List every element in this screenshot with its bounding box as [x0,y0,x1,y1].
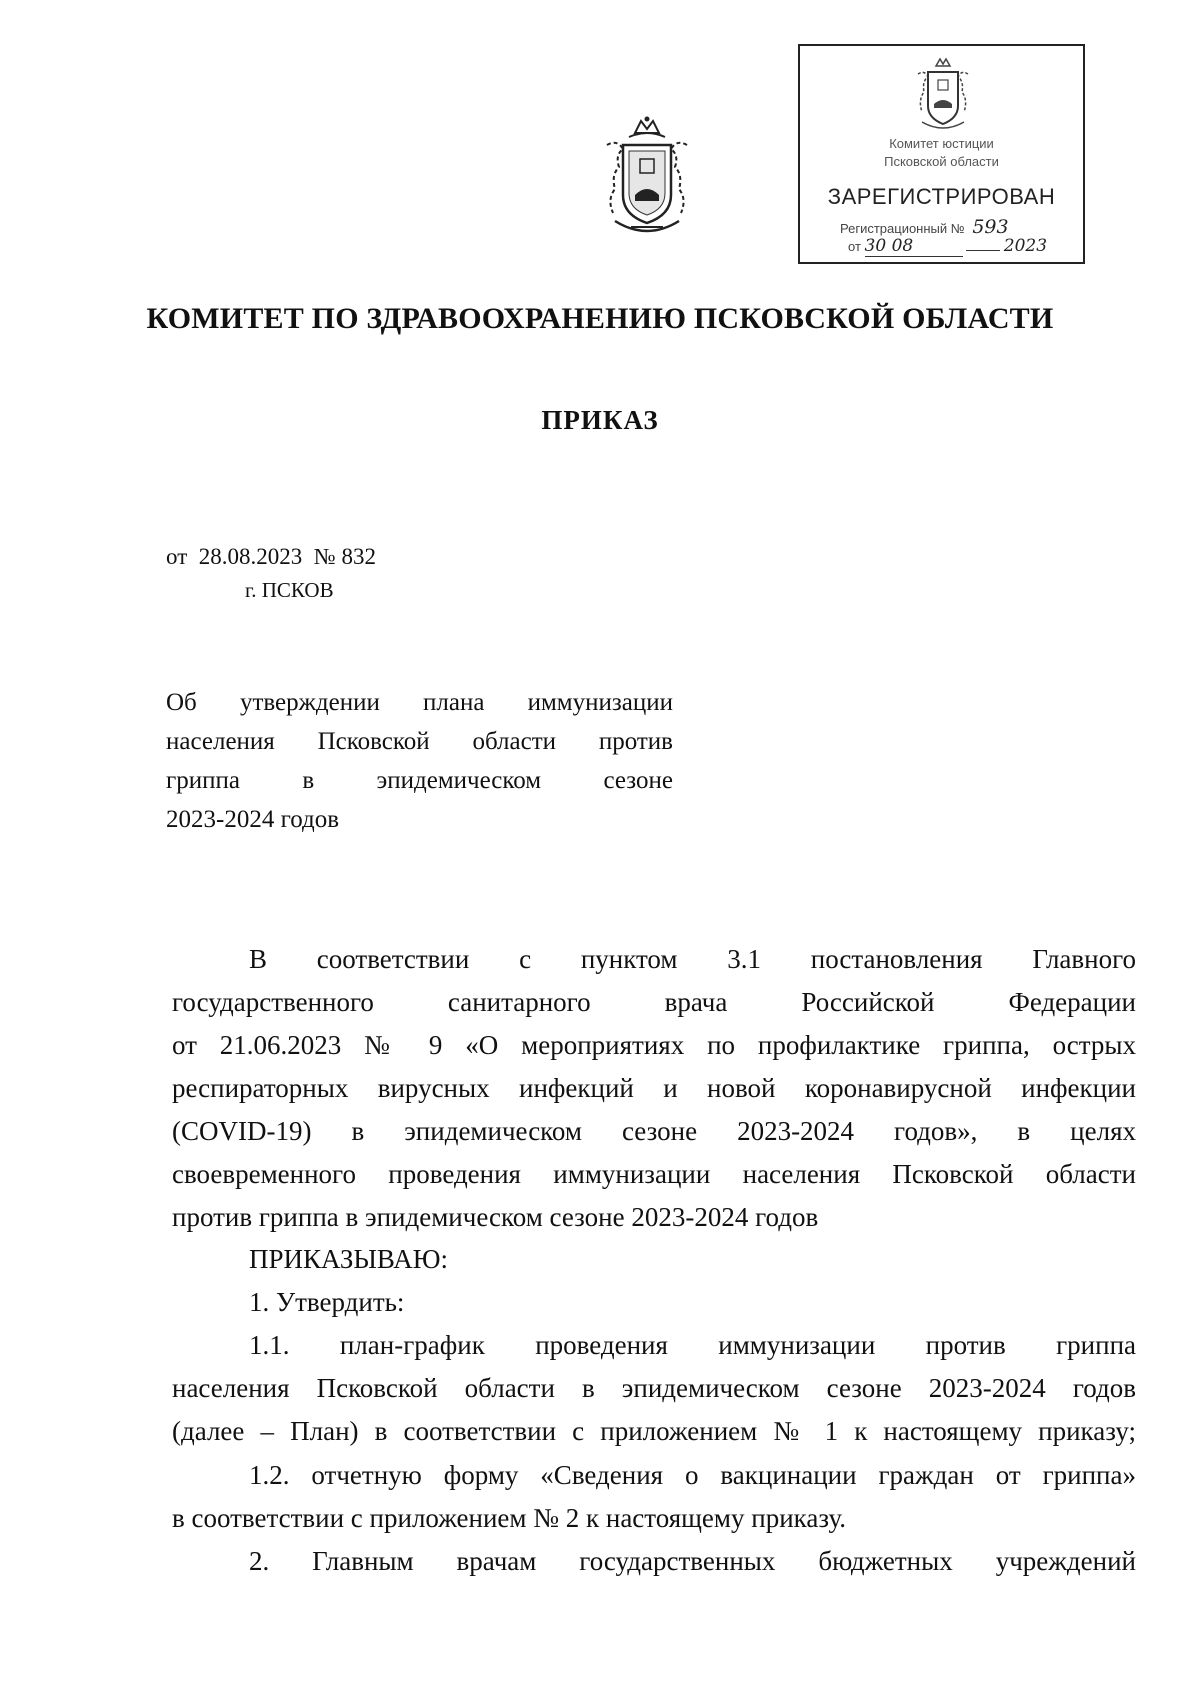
document-type: ПРИКАЗ [541,405,659,435]
body-line: в соответствии с приложением № 2 к настоящему приказу. [172,1503,846,1533]
body-line: своевременного проведения иммунизации населения Псковской области [172,1159,1136,1189]
body-line: В соответствии с пунктом 3.1 постановления Главного [249,944,1136,974]
stamp-date-year: 2023 [1003,236,1048,256]
committee-title: КОМИТЕТ ПО ЗДРАВООХРАНЕНИЮ ПСКОВСКОЙ ОБЛАСТИ [146,302,1054,335]
order-directive: ПРИКАЗЫВАЮ: [249,1244,448,1274]
stamp-date-prefix: от [848,239,861,254]
coat-of-arms-emblem [593,115,701,240]
order-city: г. ПСКОВ [245,578,334,602]
stamp-organization-line2: Псковской области [884,154,999,169]
body-line: от 21.06.2023 № 9 «О мероприятиях по профилактике гриппа, острых [172,1030,1136,1060]
subject-line: 2023-2024 годов [166,806,340,833]
subject-line: Об утверждении плана иммунизации [166,689,673,716]
body-line: респираторных вирусных инфекций и новой коронавирусной инфекции [172,1073,1136,1103]
order-subject [166,683,673,839]
stamp-coat-of-arms-icon [908,56,978,136]
stamp-registration-label: Регистрационный № [840,221,965,236]
body-line: (COVID-19) в эпидемическом сезоне 2023-2024 годов», в целях [172,1116,1136,1146]
order-date-number: от 28.08.2023 № 832 [166,544,376,569]
body-line: (далее – План) в соответствии с приложением № 1 к настоящему приказу; [172,1416,1136,1446]
stamp-registration-line [840,216,1009,238]
body-line: 1. Утвердить: [249,1287,405,1317]
stamp-status: ЗАРЕГИСТРИРОВАН [827,184,1056,209]
stamp-date-line [848,236,1047,257]
stamp-registration-number: 593 [972,216,1009,238]
body-line: 1.1. план-график проведения иммунизации против гриппа [249,1330,1136,1360]
body-line: населения Псковской области в эпидемическом сезоне 2023-2024 годов [172,1373,1136,1403]
stamp-date-day-month: 30 08 [865,236,963,257]
stamp-date-gap [966,250,1000,251]
subject-line: гриппа в эпидемическом сезоне [166,767,673,794]
body-line: 2. Главным врачам государственных бюджетных учреждений [249,1546,1136,1576]
body-line: против гриппа в эпидемическом сезоне 2023-2024 годов [172,1202,819,1232]
subject-line: населения Псковской области против [166,728,673,755]
body-line: государственного санитарного врача Российской Федерации [172,987,1136,1017]
body-line: 1.2. отчетную форму «Сведения о вакцинации граждан от гриппа» [249,1460,1136,1490]
stamp-organization-line1: Комитет юстиции [889,136,994,151]
registration-stamp [798,44,1085,264]
